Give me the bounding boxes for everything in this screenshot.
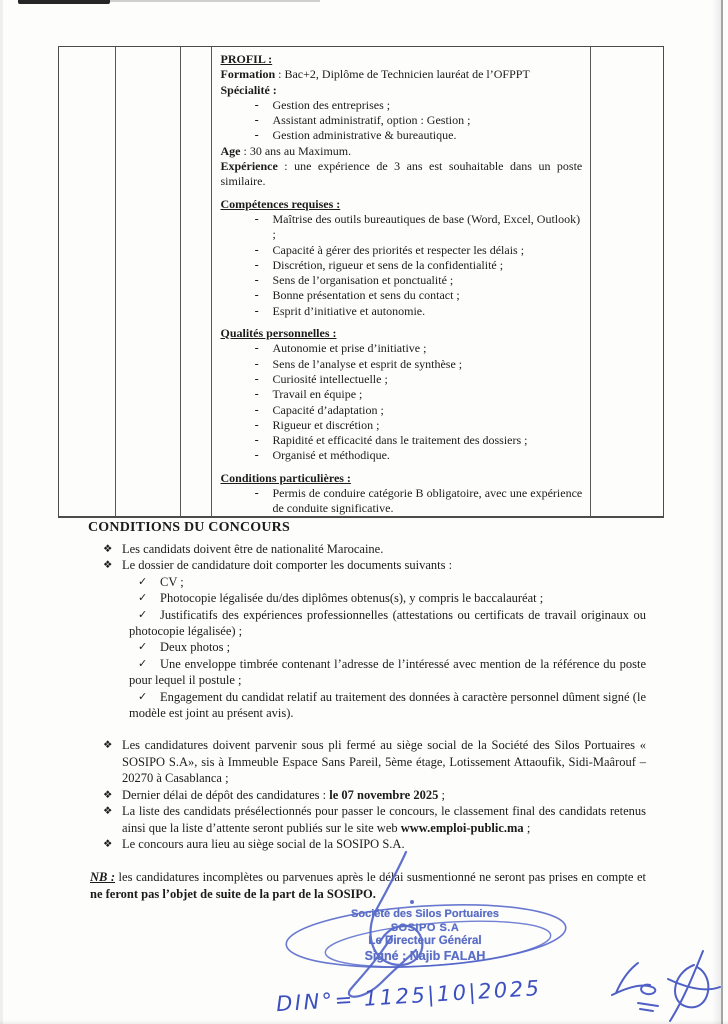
text-segment: les candidatures incomplètes ou parvenues après le délai susmentionné ne seront pas prises en compte et [115, 870, 646, 885]
text-segment: ne feront pas l’objet de suite de la part de la SOSIPO [90, 886, 373, 901]
check-icon: ✓ [138, 574, 148, 588]
bullet-item-lieu [88, 836, 646, 852]
dash-bullet-icon: - [254, 273, 259, 288]
diamond-bullet-icon: ❖ [103, 788, 113, 801]
competences-heading [220, 197, 582, 212]
experience-value: : une expérience de 3 ans est souhaitable dans un poste similaire. [220, 159, 583, 189]
dash-bullet-icon: - [254, 113, 259, 128]
stamp-signed-by: Signé : Najib FALAH [364, 948, 486, 963]
list-item [220, 243, 582, 258]
text-segment: Dernier délai de dépôt des candidatures : [122, 787, 330, 802]
list-item [220, 341, 582, 356]
dash-bullet-icon: - [254, 341, 259, 356]
specialite-list [220, 98, 582, 144]
dash-bullet-icon: - [254, 128, 259, 143]
list-item-text: Esprit d’initiative et autonomie. [272, 303, 426, 318]
handwritten-din-number: DIN°= 1125|10|2025 [275, 975, 543, 1017]
diamond-bullet-icon: ❖ [103, 837, 113, 850]
list-item-text: Bonne présentation et sens du contact ; [272, 288, 460, 303]
list-item [220, 273, 582, 288]
experience-label: Expérience [220, 159, 278, 174]
check-icon: ✓ [138, 640, 148, 654]
text-segment: le 07 novembre 2025 [329, 787, 439, 802]
scan-artifact-top [18, 0, 110, 4]
specialite-label: Spécialité : [220, 82, 277, 97]
list-item-text: Discrétion, rigueur et sens de la confidentialité ; [272, 257, 504, 272]
list-item-text: Capacité à gérer des priorités et respecter les délais ; [272, 242, 525, 257]
dash-bullet-icon: - [254, 387, 259, 402]
dash-bullet-icon: - [254, 97, 259, 112]
dash-bullet-icon: - [254, 242, 259, 257]
list-item [220, 288, 582, 303]
age-value: : 30 ans au Maximum. [240, 143, 352, 158]
list-item-text: Rigueur et discrétion ; [272, 417, 380, 432]
age-label: Age [220, 143, 241, 158]
list-item-text: Permis de conduire catégorie B obligatoire, avec une expérience de conduite significative. [272, 486, 583, 516]
list-item [88, 689, 646, 722]
bullet-item-text: Le concours aura lieu au siège social de la SOSIPO S.A. [122, 836, 405, 851]
dash-bullet-icon: - [254, 257, 259, 272]
list-item-text: Photocopie légalisée du/des diplômes obtenus(s), y compris le baccalauréat ; [160, 591, 544, 606]
list-item [220, 403, 582, 418]
list-item-text: Justificatifs des expériences professionnelles (attestations ou certificats de travail originaux ou photocopie légalisée) ; [129, 607, 646, 639]
diamond-bullet-icon: ❖ [103, 739, 113, 752]
text-segment: NB : [90, 870, 116, 885]
conditions-particulieres-heading-text: Conditions particulières : [220, 470, 351, 485]
list-item-text: Gestion administrative & bureautique. [272, 128, 457, 143]
list-item [220, 357, 582, 372]
list-item [220, 387, 582, 402]
experience-line [220, 159, 582, 190]
scan-artifact-top-smear [110, 0, 320, 2]
list-item-text: Curiosité intellectuelle ; [272, 371, 388, 386]
profil-heading-text: PROFIL : [220, 52, 273, 66]
list-item-text: Deux photos ; [160, 640, 231, 655]
text-segment: ; [438, 787, 445, 802]
paraph-initials-icon [600, 945, 728, 1024]
bullet-item-dossier [88, 557, 646, 573]
table-empty-column-1 [59, 47, 116, 516]
diamond-bullet-icon: ❖ [103, 559, 113, 572]
formation-value: : Bac+2, Diplôme de Technicien lauréat de l’OFPPT [275, 67, 530, 82]
qualites-heading-text: Qualités personnelles : [220, 326, 337, 341]
table-empty-column-2 [116, 47, 181, 516]
check-icon: ✓ [138, 591, 148, 605]
list-item [88, 607, 646, 640]
list-item-text: Maîtrise des outils bureautiques de base (Word, Excel, Outlook) ; [272, 211, 581, 242]
diamond-bullet-icon: ❖ [103, 805, 113, 818]
list-item-text: Capacité d’adaptation ; [272, 402, 384, 417]
bullet-item-envoi [88, 737, 646, 786]
list-item-text: Sens de l’organisation et ponctualité ; [272, 273, 454, 288]
dash-bullet-icon: - [254, 356, 259, 371]
list-item [88, 639, 646, 655]
list-item [220, 433, 582, 448]
list-item-text: Engagement du candidat relatif au traitement des données à caractère personnel dûment signé (le modèle est joint au présent avis). [129, 689, 646, 721]
text-segment: . [372, 886, 376, 901]
table-profile-cell [212, 47, 591, 516]
check-icon: ✓ [138, 607, 148, 621]
list-item-text: Gestion des entreprises ; [272, 97, 391, 112]
profil-heading [220, 52, 582, 67]
bullet-item-liste [88, 803, 646, 836]
section-heading: CONDITIONS DU CONCOURS [88, 520, 290, 535]
formation-line [220, 67, 582, 82]
list-item-text: Une enveloppe timbrée contenant l’adresse de l’intéressé avec mention de la référence du poste pour lequel il postule ; [129, 656, 646, 688]
dash-bullet-icon: - [254, 288, 259, 303]
profile-table [58, 46, 664, 518]
qualites-heading [220, 326, 582, 341]
list-item [220, 212, 582, 243]
bullet-item-nationalite [88, 541, 646, 557]
list-item [220, 418, 582, 433]
list-item [88, 574, 646, 590]
dash-bullet-icon: - [254, 371, 259, 386]
stamp-role: Le Directeur Général [368, 935, 482, 947]
text-segment: www.emploi-public.ma [400, 820, 524, 835]
check-icon: ✓ [138, 689, 148, 703]
bullet-item-text: Les candidatures doivent parvenir sous pli fermé au siège social de la Société des Silos Portuaires « SOSIPO S.A», sis à Immeuble Espace Sans Pareil, 5ème étage, Lotissement Attaoufik, Sidi-Maârouf – 20270 à Casablanca ; [122, 738, 646, 786]
text-segment: ; [523, 820, 531, 835]
formation-label: Formation [220, 67, 276, 82]
bullet-item-text: Le dossier de candidature doit comporter les documents suivants : [122, 558, 453, 573]
stamp-company-abbrev: SOSIPO S.A [390, 921, 460, 934]
conditions-du-concours-section [0, 519, 728, 902]
bullet-item-delai [88, 787, 646, 803]
list-item [88, 656, 646, 689]
dash-bullet-icon: - [254, 433, 259, 448]
list-item [220, 448, 582, 463]
age-line [220, 144, 582, 159]
list-item-text: Rapidité et efficacité dans le traitement des dossiers ; [272, 433, 528, 448]
qualites-list [220, 341, 582, 463]
bullet-item-text [122, 788, 445, 802]
list-item-text: Sens de l’analyse et esprit de synthèse ; [272, 356, 463, 371]
list-item [220, 372, 582, 387]
list-item [220, 98, 582, 113]
check-icon: ✓ [138, 656, 148, 670]
dash-bullet-icon: - [254, 211, 259, 226]
list-item [220, 304, 582, 319]
list-item-text: Autonomie et prise d’initiative ; [272, 341, 427, 356]
list-item-text: Assistant administratif, option : Gestion ; [272, 113, 471, 128]
diamond-bullet-icon: ❖ [103, 543, 113, 555]
bullet-item-text: Les candidats doivent être de nationalité Marocaine. [122, 542, 384, 556]
list-item [88, 590, 646, 606]
competences-list [220, 212, 582, 319]
dash-bullet-icon: - [254, 448, 259, 463]
bullet-item-text [122, 804, 646, 834]
conditions-particulieres-heading [220, 471, 582, 486]
competences-heading-text: Compétences requises : [220, 196, 341, 211]
dash-bullet-icon: - [254, 486, 259, 501]
table-empty-column-3 [181, 47, 213, 516]
documents-checklist [88, 574, 646, 722]
dash-bullet-icon: - [254, 417, 259, 432]
list-item-text: Organisé et méthodique. [272, 448, 390, 463]
list-item [220, 258, 582, 273]
list-item [220, 113, 582, 128]
stamp-text-block [332, 908, 518, 963]
dash-bullet-icon: - [254, 402, 259, 417]
nb-note [90, 869, 646, 902]
list-item [220, 486, 582, 516]
specialite-label-line [220, 83, 582, 98]
list-item [220, 128, 582, 143]
conditions-particulieres-list [220, 486, 582, 516]
list-item-text: Travail en équipe ; [272, 387, 363, 402]
list-item-text: CV ; [160, 574, 184, 589]
text-segment: La liste des candidats présélectionnés pour passer le concours, le classement final des candidats retenus ainsi que la liste d’attente seront publiés sur le site web [122, 804, 646, 835]
stamp-company-name: Société des Silos Portuaires [351, 908, 499, 920]
table-empty-column-5 [591, 47, 663, 516]
dash-bullet-icon: - [254, 303, 259, 318]
